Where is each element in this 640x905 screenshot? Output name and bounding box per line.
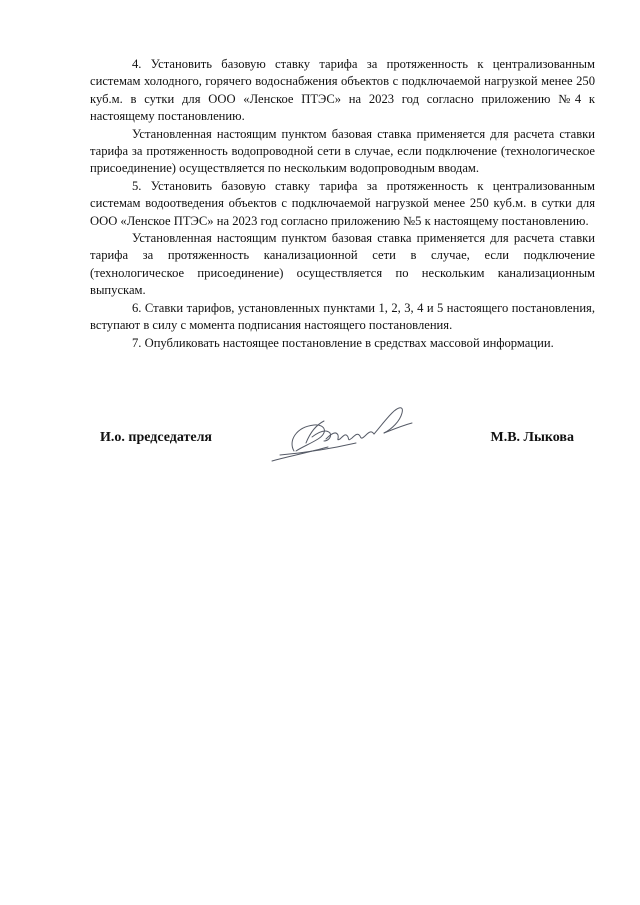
- paragraph-item-5: 5. Установить базовую ставку тарифа за протяженность к централизованным системам водоотведения объектов с подключаемой нагрузкой менее 250 куб.м. в сутки для ООО «Ленское ПТЭС» на 2023 год согласно приложению №5 к настоящему постановлению.: [90, 178, 595, 228]
- paragraph-item-4: 4. Установить базовую ставку тарифа за протяженность к централизованным системам холодного, горячего водоснабжения объектов с подключаемой нагрузкой менее 250 куб.м. в сутки для ООО «Ленское ПТЭС» на 2023 год согласно приложению №4 к настоящему постановлению.: [90, 57, 595, 124]
- paragraph-item-4-note: Установленная настоящим пунктом базовая ставка применяется для расчета ставки тарифа за протяженность водопроводной сети в случае, если подключение (технологическое присоединение) осуществляется по нескольким водопроводным вводам.: [90, 126, 595, 176]
- paragraph-item-5-note: Установленная настоящим пунктом базовая ставка применяется для расчета ставки тарифа за протяженность канализационной сети в случае, если подключение (технологическое присоединение) осуществляется по нескольким канализационным выпускам.: [90, 231, 595, 298]
- signature-block: [100, 403, 574, 473]
- signatory-name: М.В. Лыкова: [490, 430, 574, 445]
- paragraph-item-6: 6. Ставки тарифов, установленных пунктами 1, 2, 3, 4 и 5 настоящего постановления, вступают в силу с момента подписания настоящего постановления.: [90, 300, 595, 333]
- signatory-position: И.о. председателя: [100, 430, 213, 445]
- paragraph-item-7: 7. Опубликовать настоящее постановление в средствах массовой информации.: [132, 335, 554, 350]
- document-body: [90, 56, 595, 352]
- handwritten-signature: [266, 403, 426, 467]
